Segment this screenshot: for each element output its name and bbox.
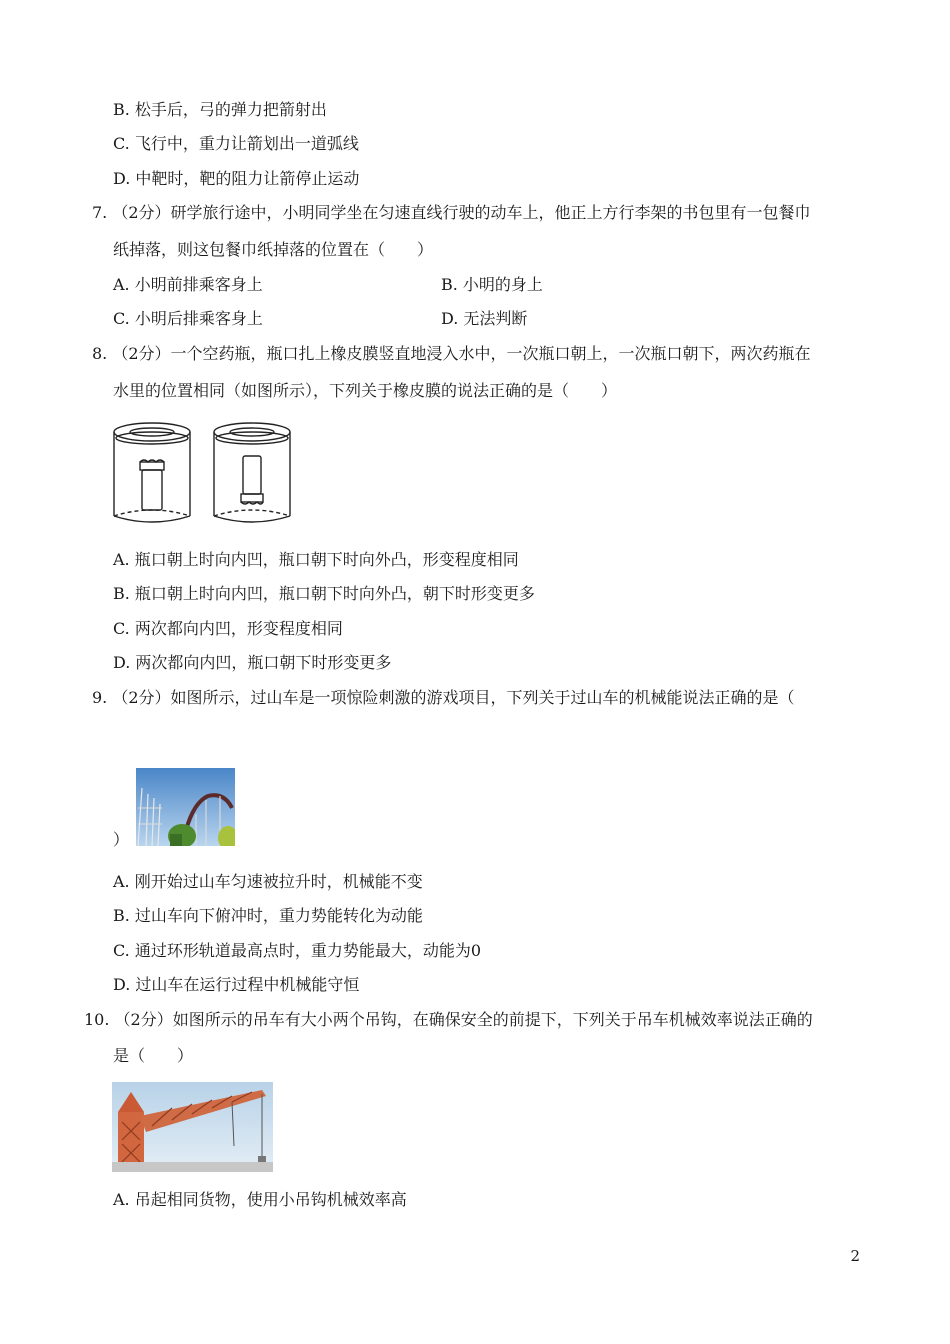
q8-option-c: C. 两次都向内凹，形变程度相同 — [113, 619, 343, 638]
q7-stem-line1: 7. （2分）研学旅行途中，小明同学坐在匀速直线行驶的动车上，他正上方行李架的书包里有一包餐巾 — [92, 203, 811, 222]
q10-option-a: A. 吊起相同货物，使用小吊钩机械效率高 — [113, 1190, 407, 1209]
page-number: 2 — [850, 1247, 860, 1265]
q9-stem-line2: ） — [113, 830, 130, 849]
q6-option-c: C. 飞行中，重力让箭划出一道弧线 — [113, 134, 359, 153]
q9-option-c: C. 通过环形轨道最高点时，重力势能最大，动能为0 — [113, 941, 482, 960]
q9-option-d: D. 过山车在运行过程中机械能守恒 — [113, 975, 360, 994]
q6-option-b: B. 松手后，弓的弹力把箭射出 — [113, 100, 327, 119]
q9-option-a: A. 刚开始过山车匀速被拉升时，机械能不变 — [113, 872, 423, 891]
q6-option-d: D. 中靶时，靶的阻力让箭停止运动 — [113, 169, 360, 188]
bottle-beaker-figure — [110, 418, 300, 528]
roller-coaster-photo — [136, 768, 235, 846]
q9-option-b: B. 过山车向下俯冲时，重力势能转化为动能 — [113, 906, 423, 925]
q7-option-b: B. 小明的身上 — [441, 275, 543, 294]
q7-option-c: C. 小明后排乘客身上 — [113, 309, 263, 328]
q8-option-b: B. 瓶口朝上时向内凹，瓶口朝下时向外凸，朝下时形变更多 — [113, 584, 535, 603]
q7-option-d: D. 无法判断 — [441, 309, 528, 328]
q8-stem-line2: 水里的位置相同（如图所示），下列关于橡皮膜的说法正确的是（ ） — [113, 381, 618, 400]
q7-stem-line2: 纸掉落，则这包餐巾纸掉落的位置在（ ） — [113, 240, 434, 259]
q10-stem-line1: 10. （2分）如图所示的吊车有大小两个吊钩，在确保安全的前提下，下列关于吊车机械效率说法正确的 — [84, 1010, 813, 1029]
q7-option-a: A. 小明前排乘客身上 — [113, 275, 263, 294]
q9-stem-line1: 9. （2分）如图所示，过山车是一项惊险刺激的游戏项目，下列关于过山车的机械能说法正确的是（ — [92, 688, 795, 707]
q8-option-d: D. 两次都向内凹，瓶口朝下时形变更多 — [113, 653, 392, 672]
beaker-left — [114, 423, 190, 522]
crane-photo — [112, 1082, 273, 1172]
q10-stem-line2: 是（ ） — [113, 1046, 194, 1065]
q8-stem-line1: 8. （2分）一个空药瓶，瓶口扎上橡皮膜竖直地浸入水中，一次瓶口朝上，一次瓶口朝下，两次药瓶在 — [92, 344, 811, 363]
beaker-right — [214, 423, 290, 522]
q8-option-a: A. 瓶口朝上时向内凹，瓶口朝下时向外凸，形变程度相同 — [113, 550, 519, 569]
